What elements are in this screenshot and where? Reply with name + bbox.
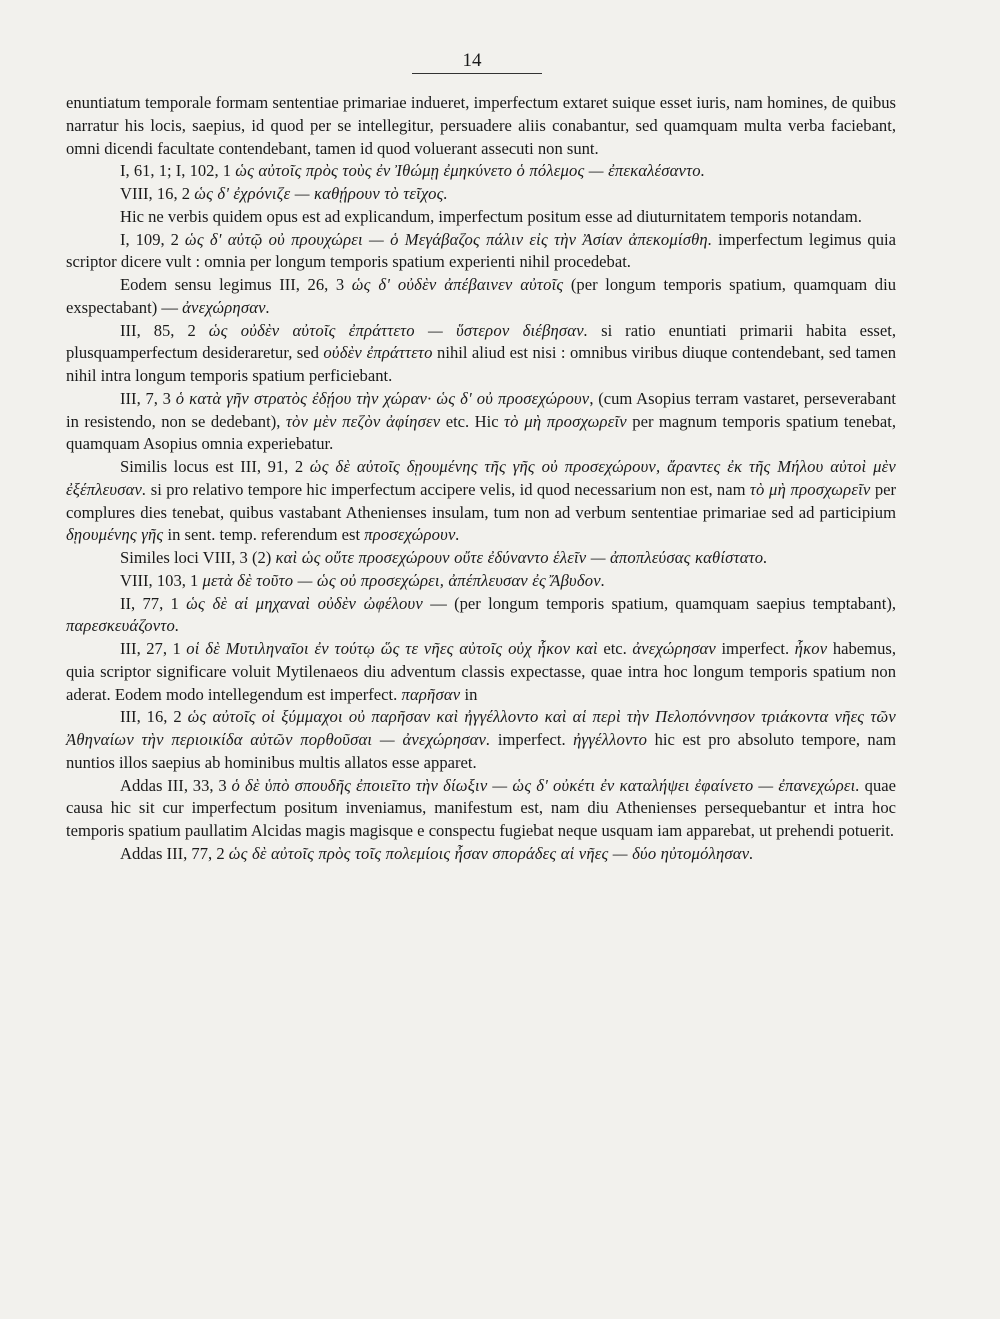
latin-text: III, 85, 2 — [120, 320, 209, 340]
latin-text: imperfect. — [715, 639, 795, 658]
paragraph — [66, 320, 896, 388]
latin-text: etc. Hic — [440, 411, 505, 431]
greek-quotation: ὁ δὲ ὑπὸ σπουδῆς ἐποιεῖτο τὴν δίωξιν — ὡς δ' οὐκέτι ἐν καταλήψει ἐφαίνετο — ἐπανεχώρει. — [231, 775, 860, 795]
greek-quotation: ὡς δ' αὐτῷ οὐ προυχώρει — ὁ Μεγάβαζος πάλιν εἰς τὴν Ἀσίαν ἀπεκομίσθη. — [184, 229, 713, 249]
greek-quotation: δῃουμένης γῆς — [66, 525, 164, 545]
greek-quotation: τὸ μὴ προσχωρεῖν — [504, 411, 627, 431]
body-text — [66, 92, 896, 866]
latin-text: I, 61, 1; I, 102, 1 — [120, 161, 236, 181]
greek-quotation: παρεσκευάζοντο. — [66, 616, 180, 636]
paragraph — [66, 570, 896, 593]
paragraph — [66, 92, 896, 160]
latin-text: II, 77, 1 — [120, 593, 187, 613]
greek-quotation: παρῆσαν — [401, 684, 461, 704]
paragraph — [66, 206, 896, 229]
latin-text: VIII, 16, 2 — [120, 184, 195, 203]
greek-quotation: ἠγγέλλοντο — [573, 730, 648, 749]
latin-text: si ratio enuntiati primarii habita esset, plusquamperfectum desideraretur, sed — [66, 320, 896, 363]
paragraph — [66, 775, 896, 843]
latin-text: nihil aliud est nisi : omnibus viribus diuque contendebant, sed tamen nihil intra longum temporis spatium perficiebant. — [66, 343, 896, 385]
paragraph — [66, 183, 896, 206]
greek-quotation: ἀνεχώρησαν. — [182, 297, 271, 317]
paragraph — [66, 456, 896, 547]
latin-text: quae causa hic sit cur imperfectum positum inveniamus, manifestum est, nam diu Athenienses persequebantur et intra hoc temporis spatium paullatim Alcidas magis magisque e conspectu fugiebat neque usquam iam apparebat, ut prehendi potuerit. — [66, 775, 897, 840]
greek-quotation: καὶ ὡς οὔτε προσεχώρουν οὔτε ἐδύναντο ἑλεῖν — ἀποπλεύσας καθίστατο. — [275, 548, 768, 567]
latin-text: etc. — [597, 639, 633, 658]
greek-quotation: ἧκον — [794, 639, 828, 658]
greek-quotation: τὸν μὲν πεζὸν ἀφίησεν — [285, 411, 441, 431]
paragraph — [66, 593, 896, 639]
latin-text: Similis locus est III, 91, 2 — [120, 457, 310, 476]
latin-text: in sent. temp. referendum est — [163, 525, 365, 545]
latin-text: enuntiatum temporale formam sententiae primariae indueret, imperfectum extaret suique esset iuris, nam homines, de quibus narratur his locis, saepius, id quod per se intellegitur, persuadere aliis conabantur, sed quamquam multa verba faciebant, omni dicendi facultate contendebant, tamen id quod voluerant assecuti non sunt. — [66, 93, 896, 158]
greek-quotation: ὡς δ' ἐχρόνιζε — καθῄρουν τὸ τεῖχος. — [194, 184, 448, 203]
latin-text: si pro relativo tempore hic imperfectum accipere velis, id quod necessarium non est, nam — [146, 479, 750, 499]
greek-quotation: οἱ δὲ Μυτιληναῖοι ἐν τούτῳ ὥς τε νῆες αὐτοῖς οὐχ ἧκον καὶ — [186, 639, 598, 658]
paragraph — [66, 843, 896, 866]
latin-text: habemus, quia scriptor significare voluit Mytilenaeos diu adventum classis expectasse, quae intra hoc longum temporis spatium non aderat. Eodem modo intellegendum est imperfect. — [66, 639, 896, 704]
latin-text: III, 7, 3 — [120, 388, 176, 408]
latin-text: in — [460, 684, 478, 704]
greek-quotation: ὡς δὲ αἱ μηχαναὶ οὐδὲν ὠφέλουν — [186, 593, 423, 613]
latin-text: III, 27, 1 — [120, 639, 187, 658]
greek-quotation: ὡς αὐτοῖς οἱ ξύμμαχοι οὐ παρῆσαν καὶ ἠγγέλλοντο καὶ αἱ περὶ τὴν Πελοπόννησον τριάκοντα νῆες τῶν Ἀθηναίων τὴν περιοικίδα αὐτῶν πορθοῦσαι — ἀνεχώρησαν. — [66, 707, 896, 749]
greek-quotation: οὐδὲν ἐπράττετο — [323, 343, 433, 363]
header-rule — [412, 73, 542, 74]
greek-quotation: ὡς δὲ αὐτοῖς πρὸς τοῖς πολεμίοις ἦσαν σποράδες αἱ νῆες — δύο ηὐτομόλησαν. — [228, 843, 754, 863]
paragraph — [66, 229, 896, 275]
latin-text: — (per longum temporis spatium, quamquam saepius temptabant), — [422, 593, 896, 613]
latin-text: Addas III, 77, 2 — [120, 843, 229, 863]
latin-text: Addas III, 33, 3 — [120, 775, 232, 795]
greek-quotation: ὡς δ' οὐδὲν ἀπέβαινεν αὐτοῖς — [351, 275, 564, 294]
latin-text: Eodem sensu legimus III, 26, 3 — [120, 275, 352, 294]
latin-text: (per longum temporis spatium, quamquam diu exspectabant) — — [66, 275, 896, 317]
latin-text: hic est pro absoluto tempore, nam nuntios illos saepius ab hominibus multis allatos esse apparet. — [66, 730, 897, 772]
greek-quotation: μετὰ δὲ τοῦτο — ὡς οὐ προσεχώρει, ἀπέπλευσαν ἐς Ἄβυδον. — [202, 570, 606, 590]
latin-text: VIII, 103, 1 — [120, 570, 203, 590]
greek-quotation: ὡς αὐτοῖς πρὸς τοὺς ἐν Ἰθώμῃ ἐμηκύνετο ὁ πόλεμος — ἐπεκαλέσαντο. — [235, 161, 706, 181]
page-number: 14 — [462, 50, 482, 71]
latin-text: III, 16, 2 — [120, 707, 188, 727]
latin-text: I, 109, 2 — [120, 229, 185, 249]
latin-text: imperfect. — [490, 730, 574, 749]
greek-quotation: τὸ μὴ προσχωρεῖν — [749, 479, 871, 499]
paragraph — [66, 160, 896, 183]
paragraph — [66, 388, 896, 456]
latin-text: per magnum temporis spatium tenebat, quamquam Asopius omnia experiebatur. — [66, 411, 896, 454]
latin-text: Similes loci VIII, 3 (2) — [120, 548, 276, 567]
greek-quotation: ἀνεχώρησαν — [632, 639, 716, 658]
paragraph — [66, 638, 896, 706]
paragraph — [66, 274, 896, 320]
greek-quotation: ὡς οὐδὲν αὐτοῖς ἐπράττετο — ὕστερον διέβησαν. — [208, 320, 589, 340]
paragraph — [66, 547, 896, 570]
greek-quotation: προσεχώρουν. — [364, 525, 460, 545]
latin-text: imperfectum legimus quia scriptor dicere vult : omnia per longum temporis spatium experienti nihil procedebat. — [66, 229, 896, 272]
latin-text: per complures dies tenebat, quibus vastabant Athenienses insulam, tum non ad verbum sententiae primariae sed ad participium — [66, 479, 897, 522]
greek-quotation: ὡς δὲ αὐτοῖς δῃουμένης τῆς γῆς οὐ προσεχώρουν, ἄραντες ἐκ τῆς Μήλου αὐτοὶ μὲν ἐξέπλευσαν. — [66, 457, 896, 499]
latin-text: Hic ne verbis quidem opus est ad explicandum, imperfectum positum esse ad diuturnitatem temporis notandam. — [120, 206, 862, 226]
greek-quotation: ὁ κατὰ γῆν στρατὸς ἐδῄου τὴν χώραν· ὡς δ' οὐ προσεχώρουν — [175, 388, 590, 408]
latin-text: , (cum Asopius terram vastaret, perseverabant in resistendo, non se dedebant), — [66, 388, 896, 431]
paragraph — [66, 706, 896, 774]
